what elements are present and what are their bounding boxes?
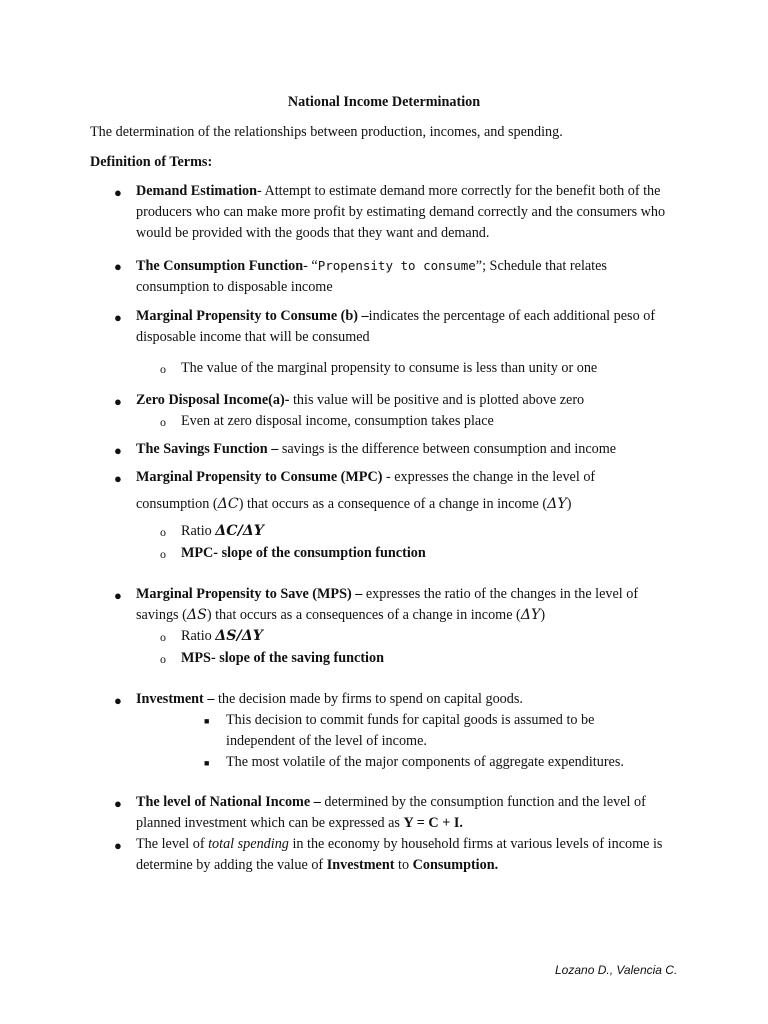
term-label: Zero Disposal Income(a)- [136, 392, 290, 408]
list-item-mps [136, 584, 676, 605]
delta-s: ΔS [186, 607, 207, 623]
bullet-icon: ● [114, 588, 122, 603]
text-fragment: ) that occurs as a consequence of a change in income ( [238, 496, 548, 512]
bullet-icon: ● [114, 185, 122, 200]
page-title: National Income Determination [287, 94, 481, 110]
list-item-consumption-function [136, 255, 676, 298]
term-text: indicates the percentage of each additional peso of disposable income that will be consumed [136, 308, 656, 345]
list-item-national-income [136, 792, 676, 834]
sub-item-mpc-b: The value of the marginal propensity to consume is less than unity or one [181, 360, 598, 376]
list-item-mpc-b [136, 306, 676, 348]
term-text: ”; Schedule that relates consumption to disposable income [136, 258, 607, 295]
text-fragment: ) [540, 607, 546, 623]
quoted-text: Propensity to consume [317, 258, 476, 273]
definitions-heading: Definition of Terms: [90, 154, 213, 170]
formula: Y = C + I. [403, 815, 463, 831]
bullet-icon: ● [114, 471, 122, 486]
list-item-investment [136, 689, 676, 710]
list-item-mpc-line2 [136, 494, 676, 515]
list-item-total-spending [136, 834, 676, 876]
sub-item-mps-slope: MPS- slope of the saving function [181, 650, 384, 666]
bullet-icon: ● [114, 693, 122, 708]
circle-bullet-icon: o [160, 525, 166, 539]
term-text: expresses the ratio of the changes in the level of [362, 586, 639, 602]
sub-item-investment-1: This decision to commit funds for capital goods is assumed to be independent of the level of income. [226, 712, 595, 749]
bullet-icon: ● [114, 838, 122, 853]
text-fragment: consumption ( [136, 496, 218, 512]
emphasis-text: total spending [208, 836, 289, 852]
ratio-label: Ratio [181, 523, 216, 539]
bullet-icon: ● [114, 310, 122, 325]
term-label: Demand Estimation [136, 183, 257, 199]
bullet-icon: ● [114, 259, 122, 274]
circle-bullet-icon: o [160, 362, 166, 376]
ratio-formula: ΔC/ΔY [215, 523, 264, 539]
sub-item-mps-ratio [181, 626, 681, 647]
term-label: Marginal Propensity to Save (MPS) – [136, 586, 363, 602]
text-fragment: ) that occurs as a consequences of a change in income ( [206, 607, 521, 623]
ratio-label: Ratio [181, 628, 216, 644]
text-fragment: to [394, 857, 413, 873]
quote-open: - “ [303, 258, 318, 274]
list-item-mpc [136, 467, 676, 488]
circle-bullet-icon: o [160, 652, 166, 666]
text-fragment: ) [566, 496, 572, 512]
list-item-demand-estimation [136, 181, 676, 244]
term-label: Marginal Propensity to Consume (MPC) [136, 469, 383, 485]
term-text: savings is the difference between consumption and income [278, 441, 617, 457]
sub-item-mpc-slope: MPC- slope of the consumption function [181, 545, 426, 561]
square-bullet-icon: ■ [204, 758, 210, 768]
ratio-formula: ΔS/ΔY [215, 628, 263, 644]
text-fragment: in the economy by household firms at various levels of income is determine by adding the value of [136, 836, 663, 873]
footer-authors: Lozano D., Valencia C. [555, 963, 678, 977]
bullet-icon: ● [114, 394, 122, 409]
term-text: - expresses the change in the level of [382, 469, 596, 485]
list-item-mps-line2 [136, 605, 676, 626]
bullet-icon: ● [114, 796, 122, 811]
sub-item-zero-disposal: Even at zero disposal income, consumption takes place [181, 413, 494, 429]
text-fragment: The level of [136, 836, 209, 852]
term-text: - Attempt to estimate demand more correctly for the benefit both of the producers who can make more profit by estimating demand correctly and the consumers who would be provided with the goods that they want and demand. [136, 183, 666, 241]
term-label: The Savings Function – [136, 441, 279, 457]
term-label: Marginal Propensity to Consume (b) – [136, 308, 369, 324]
bold-investment: Investment [326, 857, 395, 873]
square-bullet-icon: ■ [204, 716, 210, 726]
delta-y: ΔY [520, 607, 541, 623]
term-text: this value will be positive and is plotted above zero [289, 392, 585, 408]
bullet-icon: ● [114, 443, 122, 458]
sub-item-investment-2: The most volatile of the major components of aggregate expenditures. [226, 754, 624, 770]
intro-paragraph: The determination of the relationships between production, incomes, and spending. [90, 124, 563, 140]
text-fragment: savings ( [136, 607, 187, 623]
list-item-savings-function [136, 439, 676, 460]
delta-y: ΔY [547, 496, 567, 512]
term-text: the decision made by firms to spend on capital goods. [214, 691, 523, 707]
list-item-zero-disposal [136, 390, 676, 411]
circle-bullet-icon: o [160, 547, 166, 561]
delta-c: ΔC [217, 496, 239, 512]
circle-bullet-icon: o [160, 630, 166, 644]
term-label: The Consumption Function [136, 258, 304, 274]
sub-item-mpc-ratio [181, 521, 681, 542]
circle-bullet-icon: o [160, 415, 166, 429]
bold-consumption: Consumption. [412, 857, 499, 873]
term-label: Investment – [136, 691, 215, 707]
term-label: The level of National Income – [136, 794, 321, 810]
term-text: determined by the consumption function and the level of planned investment which can be expressed as [136, 794, 646, 831]
